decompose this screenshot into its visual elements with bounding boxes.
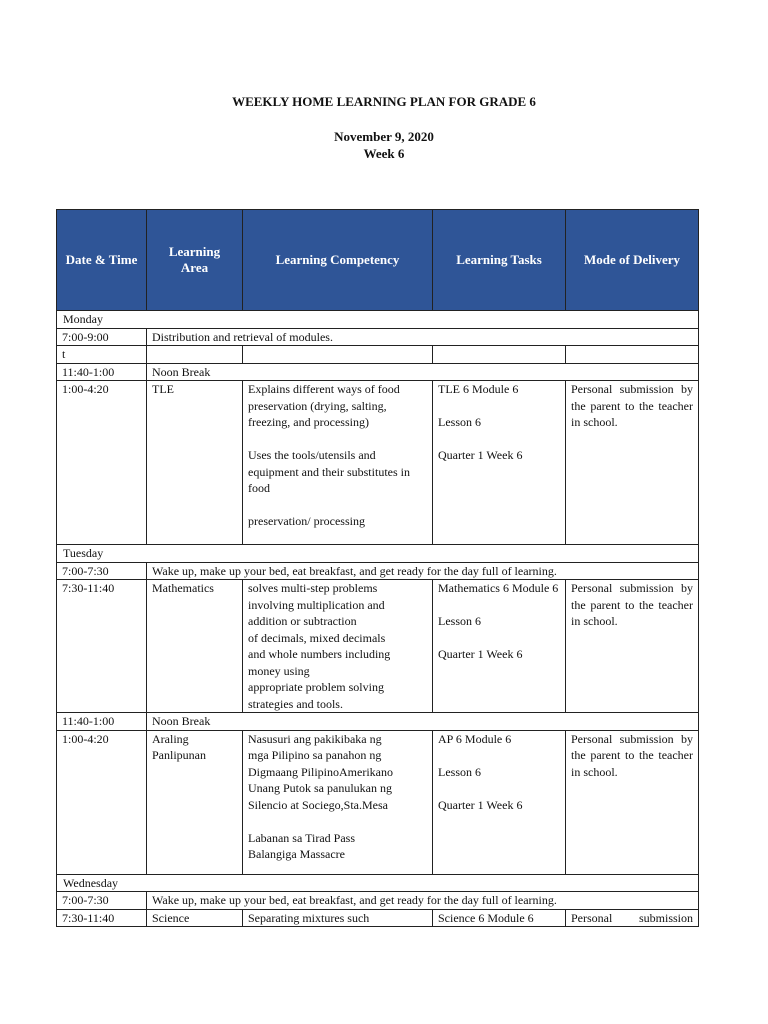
- day-label: Tuesday: [57, 545, 699, 563]
- competency-cell: [243, 730, 433, 874]
- col-header-learning-competency: Learning Competency: [243, 210, 433, 311]
- task-text: Quarter 1 Week 6: [438, 647, 523, 661]
- delivery-cell: Personal submission by the parent to the teacher in school.: [566, 381, 699, 545]
- day-label: Monday: [57, 311, 699, 329]
- empty-cell: [243, 346, 433, 364]
- empty-cell: [147, 346, 243, 364]
- activity-cell: Distribution and retrieval of modules.: [147, 328, 699, 346]
- competency-text: Unang Putok sa panulukan ng: [248, 781, 392, 795]
- task-text: Lesson 6: [438, 415, 481, 429]
- task-text: Mathematics 6 Module 6: [438, 581, 559, 595]
- activity-cell: Wake up, make up your bed, eat breakfast, and get ready for the day full of learning.: [147, 562, 699, 580]
- time-cell: 7:00-7:30: [57, 892, 147, 910]
- learning-area-text: Panlipunan: [152, 748, 206, 762]
- table-header-row: [57, 210, 699, 311]
- activity-cell: Noon Break: [147, 713, 699, 731]
- time-cell: 1:00-4:20: [57, 381, 147, 545]
- col-header-mode-of-delivery: Mode of Delivery: [566, 210, 699, 311]
- delivery-cell: Personal submission: [566, 909, 699, 927]
- empty-cell: [566, 346, 699, 364]
- time-cell: 1:00-4:20: [57, 730, 147, 874]
- table-row: [57, 381, 699, 545]
- day-row-tuesday: [57, 545, 699, 563]
- table-row: [57, 713, 699, 731]
- task-text: Quarter 1 Week 6: [438, 448, 523, 462]
- tasks-cell: [433, 730, 566, 874]
- col-header-learning-tasks: Learning Tasks: [433, 210, 566, 311]
- table-row: [57, 346, 699, 364]
- task-text: Lesson 6: [438, 614, 481, 628]
- competency-text: preservation/ processing: [248, 514, 365, 528]
- competency-text: Silencio at Sociego,Sta.Mesa: [248, 797, 388, 812]
- task-text: Quarter 1 Week 6: [438, 797, 523, 812]
- competency-text: solves multi-step problems: [248, 581, 378, 595]
- competency-text: Balangiga Massacre: [248, 847, 345, 861]
- document-title: WEEKLY HOME LEARNING PLAN FOR GRADE 6: [232, 94, 536, 109]
- learning-area-cell: TLE: [147, 381, 243, 545]
- competency-cell: [243, 580, 433, 713]
- competency-text: strategies and tools.: [248, 696, 343, 711]
- task-text: Lesson 6: [438, 764, 481, 779]
- col-header-date-time: Date & Time: [57, 210, 147, 311]
- learning-area-cell: Mathematics: [147, 580, 243, 713]
- competency-text: Labanan sa Tirad Pass: [248, 830, 355, 845]
- learning-area-cell: [147, 730, 243, 874]
- competency-text: money using: [248, 663, 310, 678]
- tasks-cell: [433, 580, 566, 713]
- delivery-cell: Personal submission by the parent to the teacher in school.: [566, 580, 699, 713]
- competency-text: addition or subtraction: [248, 614, 357, 628]
- col-header-learning-area: Learning Area: [147, 210, 243, 311]
- time-cell: 11:40-1:00: [57, 363, 147, 381]
- table-row: [57, 909, 699, 927]
- document-date: November 9, 2020: [334, 129, 434, 144]
- competency-text: Nasusuri ang pakikibaka ng: [248, 731, 382, 746]
- competency-cell: Separating mixtures such: [243, 909, 433, 927]
- day-label: Wednesday: [57, 874, 699, 892]
- task-text: TLE 6 Module 6: [438, 382, 519, 396]
- time-cell: 11:40-1:00: [57, 713, 147, 731]
- competency-text: Uses the tools/utensils and equipment and their substitutes in food: [248, 448, 410, 495]
- table-row: [57, 730, 699, 874]
- learning-area-cell: Science: [147, 909, 243, 927]
- empty-cell: [433, 346, 566, 364]
- time-cell: 7:30-11:40: [57, 909, 147, 927]
- activity-cell: Wake up, make up your bed, eat breakfast, and get ready for the day full of learning.: [147, 892, 699, 910]
- table-row: [57, 892, 699, 910]
- table-row: [57, 562, 699, 580]
- task-text: AP 6 Module 6: [438, 731, 512, 746]
- learning-plan-table: [56, 209, 699, 927]
- learning-area-text: Araling: [152, 731, 189, 746]
- time-cell: t: [57, 346, 147, 364]
- competency-text: mga Pilipino sa panahon ng: [248, 748, 382, 762]
- competency-text: Digmaang PilipinoAmerikano: [248, 764, 393, 779]
- table-row: [57, 328, 699, 346]
- competency-text: appropriate problem solving: [248, 680, 384, 694]
- competency-text: involving multiplication and: [248, 597, 385, 612]
- document-week: Week 6: [363, 146, 405, 161]
- competency-text: Explains different ways of food preservation (drying, salting, freezing, and processing): [248, 382, 400, 429]
- competency-cell: [243, 381, 433, 545]
- day-row-monday: [57, 311, 699, 329]
- table-row: [57, 580, 699, 713]
- table-row: [57, 363, 699, 381]
- activity-cell: Noon Break: [147, 363, 699, 381]
- tasks-cell: Science 6 Module 6: [433, 909, 566, 927]
- delivery-cell: Personal submission by the parent to the teacher in school.: [566, 730, 699, 874]
- competency-text: of decimals, mixed decimals: [248, 630, 386, 645]
- competency-text: and whole numbers including: [248, 647, 391, 661]
- day-row-wednesday: [57, 874, 699, 892]
- tasks-cell: [433, 381, 566, 545]
- time-cell: 7:30-11:40: [57, 580, 147, 713]
- time-cell: 7:00-9:00: [57, 328, 147, 346]
- time-cell: 7:00-7:30: [57, 562, 147, 580]
